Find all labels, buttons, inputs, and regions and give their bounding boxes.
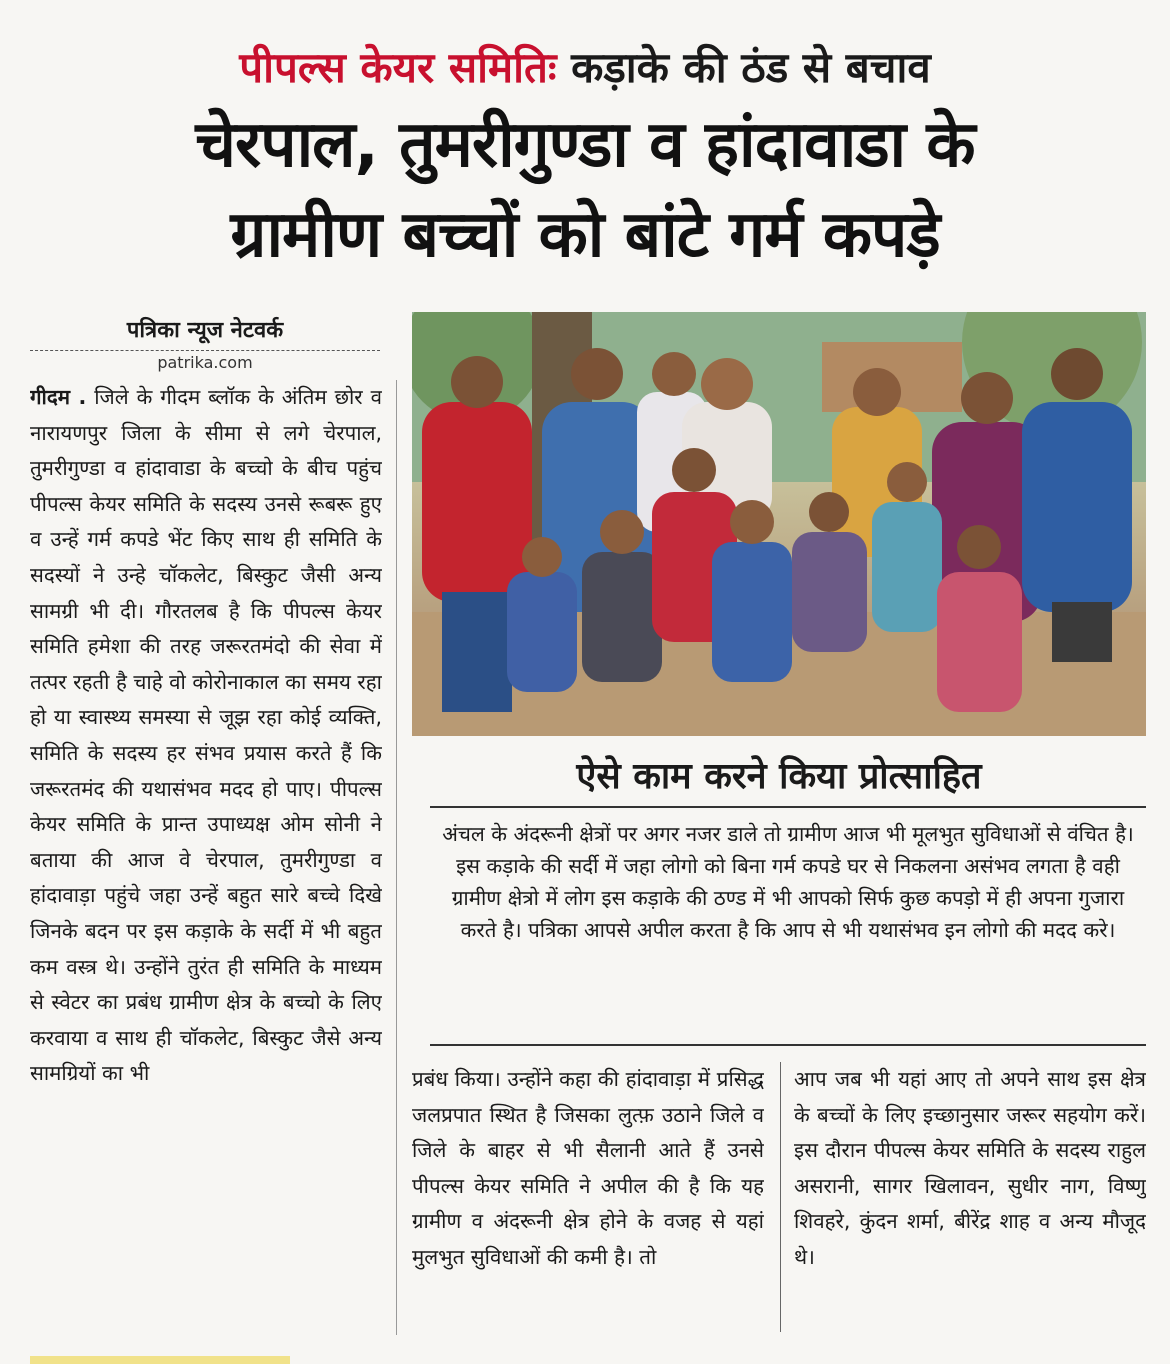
column-divider-left — [396, 380, 397, 1335]
article-column-left — [30, 380, 382, 1335]
headline-line-1: चेरपाल, तुमरीगुण्डा व हांदावाडा के — [195, 108, 975, 182]
kicker-org: पीपल्स केयर समितिः — [239, 43, 557, 92]
group-photo-illustration — [412, 312, 1146, 736]
news-photo — [412, 312, 1146, 736]
article-column-middle: प्रबंध किया। उन्होंने कहा की हांदावाड़ा में प्रसिद्ध जलप्रपात स्थित है जिसका लुत्फ़ उठाने जिले व जिले के बाहर से भी सैलानी आते हैं उनसे पीपल्स केयर समिति ने अपील की है कि यह ग्रामीण व अंदरूनी क्षेत्र होने के वजह से यहां मुलभुत सुविधाओं की कमी है। तो — [412, 1067, 764, 1269]
article-column-right: आप जब भी यहां आए तो अपने साथ इस क्षेत्र के बच्चों के लिए इच्छानुसार जरूर सहयोग करें। इस दौरान पीपल्स केयर समिति के सदस्य राहुल असरानी, सागर खिलावन, सुधीर नाग, विष्णु शिवहरे, कुंदन शर्मा, बीरेंद्र शाह व अन्य मौजूद थे। — [794, 1067, 1146, 1269]
highlight-box-text: अंचल के अंदरूनी क्षेत्रों पर अगर नजर डाले तो ग्रामीण आज भी मूलभुत सुविधाओं से वंचित है। इस कड़ाके की सर्दी में जहा लोगो को बिना गर्म कपडे घर से निकलना असंभव लगता है वही ग्रामीण क्षेत्रो में लोग इस कड़ाके की ठण्ड में भी आपको सिर्फ कुछ कपड़ो में ही अपना गुजारा करते है। पत्रिका आपसे अपील करता है कि आप से भी यथासंभव इन लोगो की मदद करे। — [442, 822, 1134, 942]
kicker — [0, 40, 1170, 96]
byline-rule — [30, 350, 380, 351]
headline — [20, 100, 1150, 280]
byline-website: patrika.com — [157, 353, 253, 372]
dateline: गीदम . — [30, 385, 87, 409]
subheading: ऐसे काम करने किया प्रोत्साहित — [576, 756, 982, 797]
column-divider-right — [780, 1062, 781, 1332]
box-rule-bottom — [430, 1044, 1146, 1046]
byline-agency: पत्रिका न्यूज नेटवर्क — [126, 318, 284, 343]
article-text-left: जिले के गीदम ब्लॉक के अंतिम छोर व नारायणपुर जिला के सीमा से लगे चेरपाल, तुमरीगुण्डा व हांदावाडा के बच्चो के बीच पहुंच पीपल्स केयर समिति के सदस्य उनसे रूबरू हुए व उन्हें गर्म कपडे भेंट किए साथ ही समिति के सदस्यों ने उन्हे चॉकलेट, बिस्कुट जैसी अन्य सामग्री भी दी। गौरतलब है कि पीपल्स केयर समिति हमेशा की तरह जरूरतमंदो की सेवा में तत्पर रहती है चाहे वो कोरोनाकाल का समय रहा हो या स्वास्थ्य समस्या से जूझ रहा कोई व्यक्ति, समिति के सदस्य हर संभव प्रयास करते हैं कि जरूरतमंद की यथासंभव मदद हो पाए। पीपल्स केयर समिति के प्रान्त उपाध्यक्ष ओम सोनी ने बताया की आज वे चेरपाल, तुमरीगुण्डा व हांदावाड़ा पहुंचे जहा उन्हें बहुत सारे बच्चे दिखे जिनके बदन पर इस कड़ाके के सर्दी में भी बहुत कम वस्त्र थे। उन्होंने तुरंत ही समिति के माध्यम से स्वेटर का प्रबंध ग्रामीण क्षेत्र के बच्चो के लिए करवाया व साथ ही चॉकलेट, बिस्कुट जैसे अन्य सामग्रियों का भी — [30, 385, 382, 1086]
kicker-topic: कड़ाके की ठंड से बचाव — [571, 43, 931, 92]
box-rule-top — [430, 806, 1146, 808]
headline-line-2: ग्रामीण बच्चों को बांटे गर्म कपड़े — [230, 198, 940, 272]
bottom-highlight-strip — [30, 1356, 290, 1364]
